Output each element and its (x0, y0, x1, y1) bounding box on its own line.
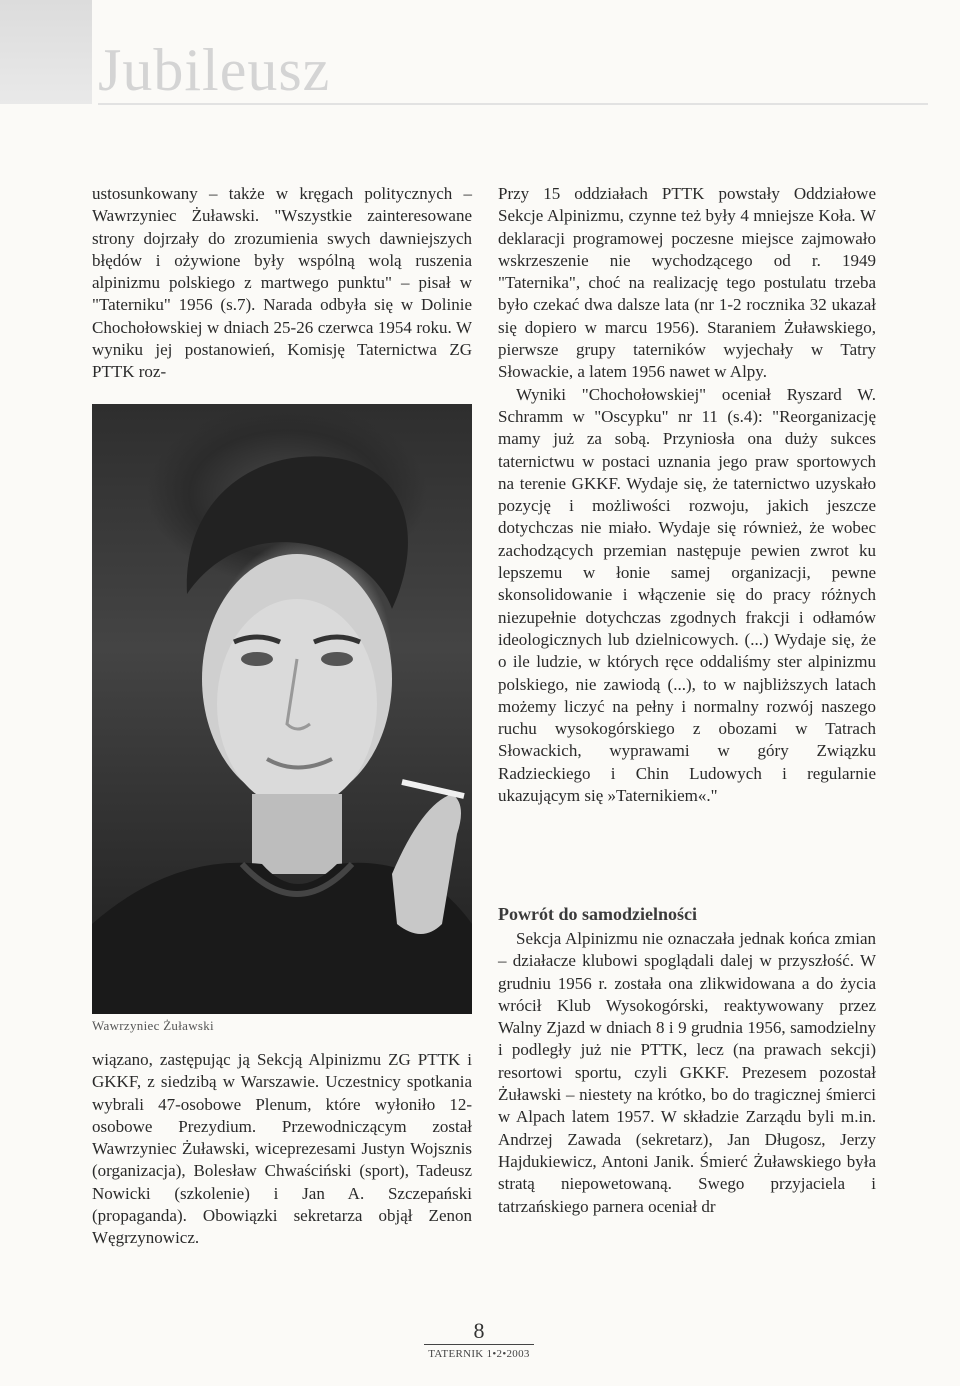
right-column-text (498, 183, 876, 807)
photo-caption: Wawrzyniec Żuławski (92, 1018, 214, 1033)
left-column-bottom-text (92, 1049, 472, 1250)
header-rule (98, 103, 928, 105)
paragraph: wiązano, zastępując ją Sekcją Alpinizmu ZG PTTK i GKKF, z siedzibą w Warszawie. Uczestnicy spotkania wybrali 47-osobowe Plenum, które wyłoniło 12-osobowe Prezydium. Przewodniczącym został Wawrzyniec Żuławski, wiceprezesami Justyn Wojsznis (organizacja), Bolesław Chwaściński (sport), Tadeusz Nowicki (szkolenie) i Jan A. Szczepański (propaganda). Obowiązki sekretarza objął Zenon Węgrzynowicz. (92, 1050, 472, 1248)
portrait-photo (92, 404, 472, 1014)
section-heading: Powrót do samodzielności (498, 904, 697, 924)
issue-label: TATERNIK 1•2•2003 (428, 1348, 530, 1360)
paragraph: ustosunkowany – także w kręgach politycznych – Wawrzyniec Żuławski. "Wszystkie zainteresowane strony dojrzały do zrozumienia swych dawniejszych błędów i ożywione były wspólną wolą ruszenia alpinizmu polskiego z martwego punktu" – pisał w "Taterniku" 1956 (s.7). Narada odbyła się w Dolinie Chochołowskiej w dniach 25-26 czerwca 1954 roku. W wyniku jej postanowień, Komisję Taternictwa ZG PTTK roz- (92, 184, 472, 382)
left-column-top-text (92, 183, 472, 384)
header-decor-block (0, 0, 92, 104)
paragraph: Przy 15 oddziałach PTTK powstały Oddziałowe Sekcje Alpinizmu, czynne też były 4 mniejsze Koła. W deklaracji programowej poczesne miejsce zajmowało wskrzeszenie nie wychodzącego od r. 1949 "Taternika", choć na realizację tego postulatu trzeba było czekać dwa dalsze lata (nr 1-2 rocznika 32 ukazał się dopiero w marcu 1956). Staraniem Żuławskiego, pierwsze grupy taterników wyjechały w Tatry Słowackie, a latem 1956 nawet w Alpy. (498, 184, 876, 382)
paragraph: Sekcja Alpinizmu nie oznaczała jednak końca zmian – działacze klubowi spoglądali dalej w przyszłość. W grudniu 1956 r. została ona zlikwidowana a do życia wrócił Klub Wysokogórski, reaktywowany przez Walny Zjazd w dniach 8 i 9 grudnia 1956, samodzielny i podległy już nie PTTK, lecz (na prawach sekcji) resortowi sportu, czyli GKKF. Prezesem pozostał Żuławski – niestety na krótko, bo do tragicznej śmierci w Alpach latem 1957. W składzie Zarządu byli m.in. Andrzej Zawada (sekretarz), Jan Długosz, Jerzy Hajdukiewicz, Antoni Janik. Śmierć Żuławskiego była stratą niepowetowaną. Swego przyjaciela i tatrzańskiego parnera oceniał dr (498, 929, 876, 1216)
section-title: Jubileusz (98, 37, 331, 103)
portrait-illustration (92, 404, 472, 1014)
page-number: 8 (424, 1320, 534, 1345)
paragraph: Wyniki "Chochołowskiej" oceniał Ryszard W. Schramm w "Oscypku" nr 11 (s.4): "Reorganizację mamy już za sobą. Przyniosła ona duży sukces taternictwu w postaci uznania jego praw sportowych na terenie GKKF. Wydaje się, że taternictwo uzyskało pozycję i możliwości rozwoju, jakich jeszcze dotychczas nie miało. Wydaje się również, że wobec zachodzących przemian następuje pewien zwrot ku lepszemu w łonie samej organizacji, pewne skonsolidowanie i włączenie się do pracy różnych niezupełnie dotychczas zgodnych frakcji i odłamów ideologicznych lub dzielnicowych. (...) Wydaje się, że o ile ludzie, w których ręce oddaliśmy ster alpinizmu polskiego, nie zawiodą (...), to w najbliższych latach możemy liczyć na pełny i normalny rozwój naszego ruchu wysokogórskiego z obozami w Tatrach Słowackich, wyprawami w góry Związku Radzieckiego i Chin Ludowych i regularnie ukazującym się »Taternikiem«." (498, 384, 876, 806)
section-text (498, 928, 876, 1218)
